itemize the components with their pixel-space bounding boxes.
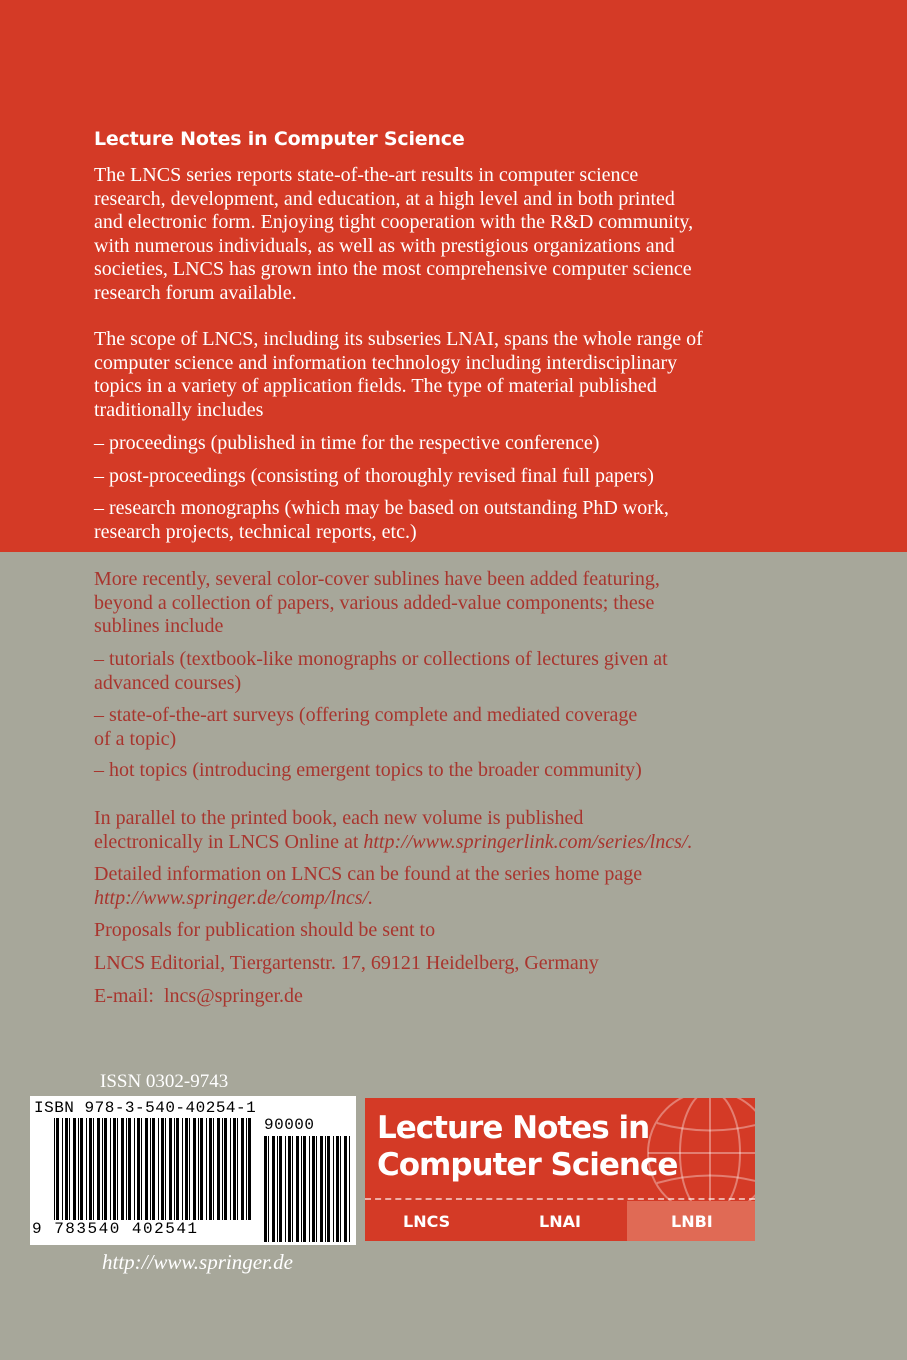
barcode-bar <box>128 1118 131 1220</box>
barcode-bar <box>141 1118 142 1220</box>
intro-line: and electronic form. Enjoying tight cooperation with the R&D community, <box>94 211 694 233</box>
barcode-bar <box>113 1118 116 1220</box>
barcode-addon: 90000 <box>264 1116 315 1134</box>
barcode-bar <box>336 1136 339 1242</box>
barcode-bar <box>237 1118 238 1220</box>
email-link[interactable]: lncs@springer.de <box>163 985 303 1007</box>
barcode-bar <box>320 1136 323 1242</box>
barcode-bar <box>110 1118 111 1220</box>
barcode-bar <box>193 1118 196 1220</box>
barcode-bar <box>292 1136 293 1242</box>
barcode-bar <box>165 1118 166 1220</box>
barcode-bar <box>285 1136 286 1242</box>
material-item-proceedings: – proceedings (published in time for the respective conference) <box>94 432 600 454</box>
barcode-bar <box>288 1136 291 1242</box>
barcode-bar <box>80 1118 83 1220</box>
barcode-bar <box>312 1136 315 1242</box>
barcode-bar <box>200 1118 203 1220</box>
issn-label: ISSN 0302-9743 <box>100 1071 229 1092</box>
barcode-bar <box>296 1136 299 1242</box>
springer-url[interactable]: http://www.springer.de <box>102 1250 293 1274</box>
barcode-bar <box>277 1136 278 1242</box>
barcode-bar <box>117 1118 118 1220</box>
barcode-bar <box>134 1118 135 1220</box>
barcode-bar <box>78 1118 79 1220</box>
info-paragraph: Detailed information on LNCS can be found at the series home page http://www.springer.de/comp/lncs/. <box>94 863 643 909</box>
logo-divider <box>365 1198 755 1200</box>
isbn-barcode <box>30 1096 356 1245</box>
logo-subline-lnai: LNAI <box>539 1212 581 1231</box>
barcode-bar <box>344 1136 347 1242</box>
lncs-homepage-url[interactable]: http://www.springer.de/comp/lncs/. <box>94 886 374 909</box>
barcode-bar <box>198 1118 199 1220</box>
subline-item-tutorials: – tutorials (textbook-like monographs or collections of lectures given at advanced courses) <box>94 648 668 694</box>
logo-subline-lnbi: LNBI <box>671 1212 713 1231</box>
barcode-bar <box>213 1118 214 1220</box>
barcode-bar <box>126 1118 127 1220</box>
intro-paragraph <box>94 164 814 305</box>
isbn-number: ISBN 978-3-540-40254-1 <box>34 1099 257 1117</box>
barcode-bar <box>185 1118 188 1220</box>
subline-item-surveys: – state-of-the-art surveys (offering complete and mediated coverage of a topic) <box>94 704 638 750</box>
intro-line: societies, LNCS has grown into the most comprehensive computer science <box>94 258 692 280</box>
barcode-bar <box>303 1136 306 1242</box>
intro-line: research, development, and education, at a high level and in both printed <box>94 187 675 210</box>
logo-title: Lecture Notes in Computer Science <box>377 1110 678 1183</box>
series-heading: Lecture Notes in Computer Science <box>94 128 465 150</box>
barcode-bar <box>150 1118 151 1220</box>
barcode-bar <box>93 1118 94 1220</box>
barcode-bar <box>89 1118 92 1220</box>
barcode-bar <box>316 1136 317 1242</box>
barcode-bar <box>333 1136 334 1242</box>
barcode-bar <box>309 1136 310 1242</box>
barcode-bar <box>206 1118 207 1220</box>
springerlink-url[interactable]: http://www.springerlink.com/series/lncs/. <box>363 830 693 853</box>
barcode-bar <box>86 1118 87 1220</box>
lncs-logo <box>365 1098 755 1241</box>
intro-line: research forum available. <box>94 281 297 304</box>
barcode-bar <box>73 1118 76 1220</box>
barcode-bar <box>340 1136 341 1242</box>
barcode-bar <box>325 1136 326 1242</box>
barcode-bar <box>217 1118 220 1220</box>
barcode-bar <box>104 1118 107 1220</box>
barcode-bar <box>176 1118 179 1220</box>
scope-line: computer science and information technology including interdisciplinary <box>94 351 678 374</box>
barcode-bar <box>137 1118 140 1220</box>
sublines-intro-paragraph: More recently, several color-cover sublines have been added featuring, beyond a collection of papers, various added-value components; these sublines include <box>94 568 660 637</box>
barcode-bar <box>145 1118 148 1220</box>
barcode-bar <box>54 1118 55 1220</box>
barcode-bar <box>189 1118 190 1220</box>
barcode-bar <box>121 1118 124 1220</box>
scope-line: The scope of LNCS, including its subseries LNAI, spans the whole range of <box>94 328 703 350</box>
barcode-bar <box>209 1118 212 1220</box>
ean-digits: 9 783540 402541 <box>32 1220 199 1238</box>
barcode-bar <box>169 1118 172 1220</box>
barcode-bar <box>69 1118 70 1220</box>
editorial-address: LNCS Editorial, Tiergartenstr. 17, 69121 Heidelberg, Germany <box>94 952 599 974</box>
barcode-bar <box>174 1118 175 1220</box>
barcode-bar <box>246 1118 247 1220</box>
barcode-bar <box>158 1118 159 1220</box>
barcode-bar <box>233 1118 236 1220</box>
proposals-text: Proposals for publication should be sent to <box>94 919 436 941</box>
material-item-post-proceedings: – post-proceedings (consisting of thoroughly revised final full papers) <box>94 465 654 487</box>
subline-item-hot-topics: – hot topics (introducing emergent topics to the broader community) <box>94 759 642 781</box>
barcode-bar <box>268 1136 269 1242</box>
material-item-monographs: – research monographs (which may be based on outstanding PhD work, research projects, technical reports, etc.) <box>94 497 669 543</box>
barcode-bar <box>264 1136 267 1242</box>
barcode-bar <box>279 1136 282 1242</box>
scope-line: topics in a variety of application fields. The type of material published <box>94 375 657 397</box>
barcode-bar <box>102 1118 103 1220</box>
barcode-bar <box>327 1136 330 1242</box>
barcode-bar <box>222 1118 223 1220</box>
barcode-bar <box>161 1118 164 1220</box>
scope-line: traditionally includes <box>94 398 264 421</box>
email-line: E-mail: lncs@springer.de <box>94 985 303 1007</box>
barcode-bar <box>301 1136 302 1242</box>
barcode-bar <box>224 1118 227 1220</box>
intro-line: The LNCS series reports state-of-the-art results in computer science <box>94 164 639 186</box>
barcode-bar <box>248 1118 251 1220</box>
barcode-bar <box>97 1118 100 1220</box>
barcode-bar <box>182 1118 183 1220</box>
logo-subline-lncs: LNCS <box>403 1212 451 1231</box>
barcode-bar <box>230 1118 231 1220</box>
barcode-bar <box>241 1118 244 1220</box>
intro-line: with numerous individuals, as well as with prestigious organizations and <box>94 234 675 257</box>
barcode-bar <box>152 1118 155 1220</box>
barcode-bar <box>62 1118 63 1220</box>
barcode-bar <box>272 1136 275 1242</box>
online-paragraph: In parallel to the printed book, each new volume is published electronically in LNCS Online at http://www.springerlink.com/series/lncs/. <box>94 807 693 853</box>
scope-paragraph <box>94 328 814 422</box>
barcode-bar <box>56 1118 59 1220</box>
barcode-bar <box>65 1118 68 1220</box>
barcode-bar <box>349 1136 350 1242</box>
